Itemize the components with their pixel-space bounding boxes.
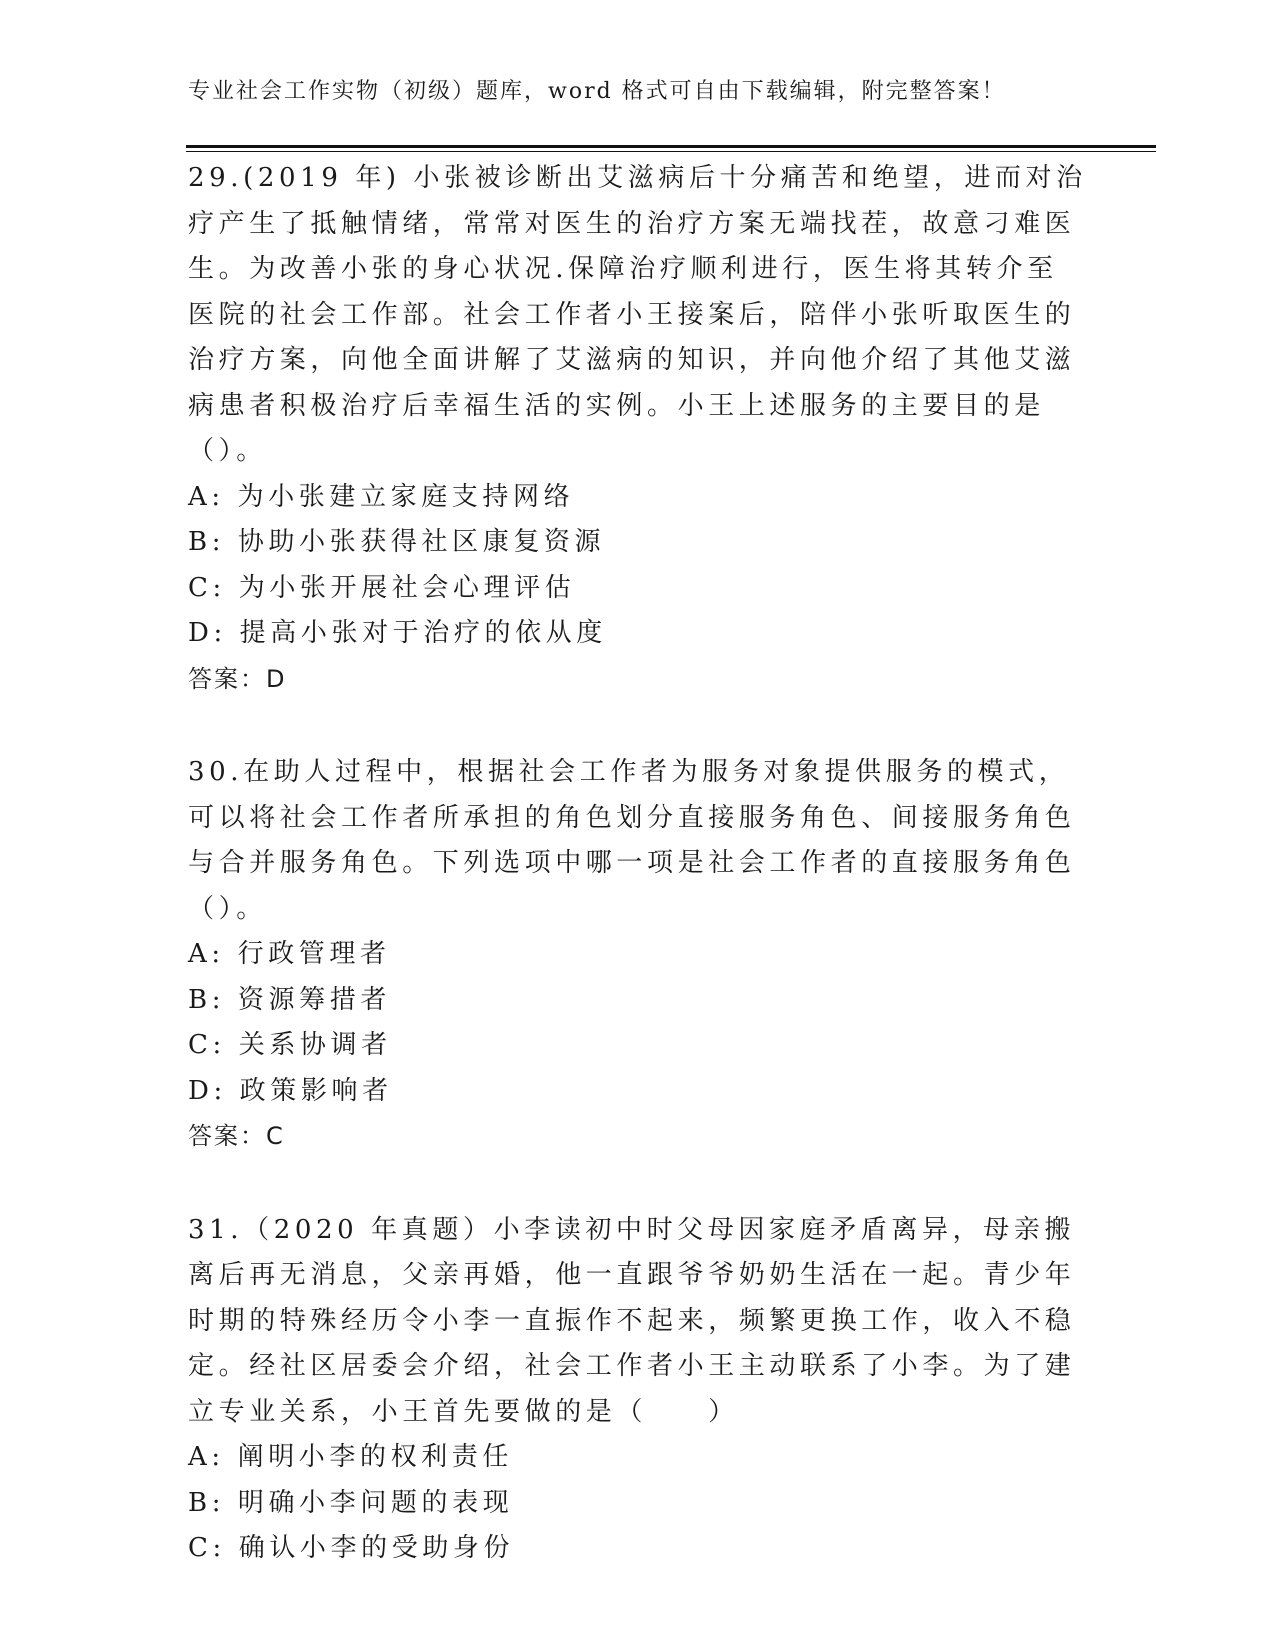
- header-title: 专业社会工作实物（初级）题库，word 格式可自由下载编辑，附完整答案！: [188, 79, 1006, 104]
- option-a: A: 为小张建立家庭支持网络: [188, 481, 575, 512]
- question-30: [188, 750, 1088, 1160]
- option-b: B: 协助小张获得社区康复资源: [188, 527, 606, 557]
- question-stem: 29.(2019 年) 小张被诊断出艾滋病后十分痛苦和绝望，进而对治疗产生了抵触情绪，常常对医生的治疗方案无端找茬，故意刁难医生。为改善小张的身心状况.保障治疗顺利进行，医生将其转介至医院的社会工作部。社会工作者小王接案后，陪伴小张听取医生的治疗方案，向他全面讲解了艾滋病的知识，并向他介绍了其他艾滋病患者积极治疗后幸福生活的实例。小王上述服务的主要目的是（）。: [188, 163, 1087, 466]
- answer-text: 答案：C: [188, 1122, 285, 1150]
- option-c: C: 确认小李的受助身份: [188, 1533, 515, 1563]
- option-b: B: 明确小李问题的表现: [188, 1487, 514, 1518]
- question-31: [188, 1208, 1088, 1572]
- header-divider-thin: [186, 151, 1156, 152]
- option-d: D: 政策影响者: [188, 1075, 393, 1106]
- option-d: D: 提高小张对于治疗的依从度: [188, 618, 607, 648]
- answer-text: 答案：D: [188, 664, 287, 693]
- option-b: B: 资源筹措者: [188, 984, 391, 1015]
- question-stem: 31.（2020 年真题）小李读初中时父母因家庭矛盾离异，母亲搬离后再无消息，父亲再婚，他一直跟爷爷奶奶生活在一起。青少年时期的特殊经历令小李一直振作不起来，频繁更换工作，收入不稳定。经社区居委会介绍，社会工作者小王主动联系了小李。为了建立专业关系，小王首先要做的是（ ）: [188, 1214, 1076, 1427]
- option-c: C: 关系协调者: [188, 1030, 392, 1060]
- option-a: A: 阐明小李的权利责任: [188, 1442, 514, 1472]
- question-list: [188, 156, 1088, 1620]
- header-divider-thick: [186, 145, 1156, 148]
- question-29: [188, 156, 1088, 702]
- question-stem: 30.在助人过程中，根据社会工作者为服务对象提供服务的模式，可以将社会工作者所承担的角色划分直接服务角色、间接服务角色与合并服务角色。下列选项中哪一项是社会工作者的直接服务角色（）。: [188, 757, 1076, 924]
- option-c: C: 为小张开展社会心理评估: [188, 572, 576, 603]
- option-a: A: 行政管理者: [188, 939, 391, 969]
